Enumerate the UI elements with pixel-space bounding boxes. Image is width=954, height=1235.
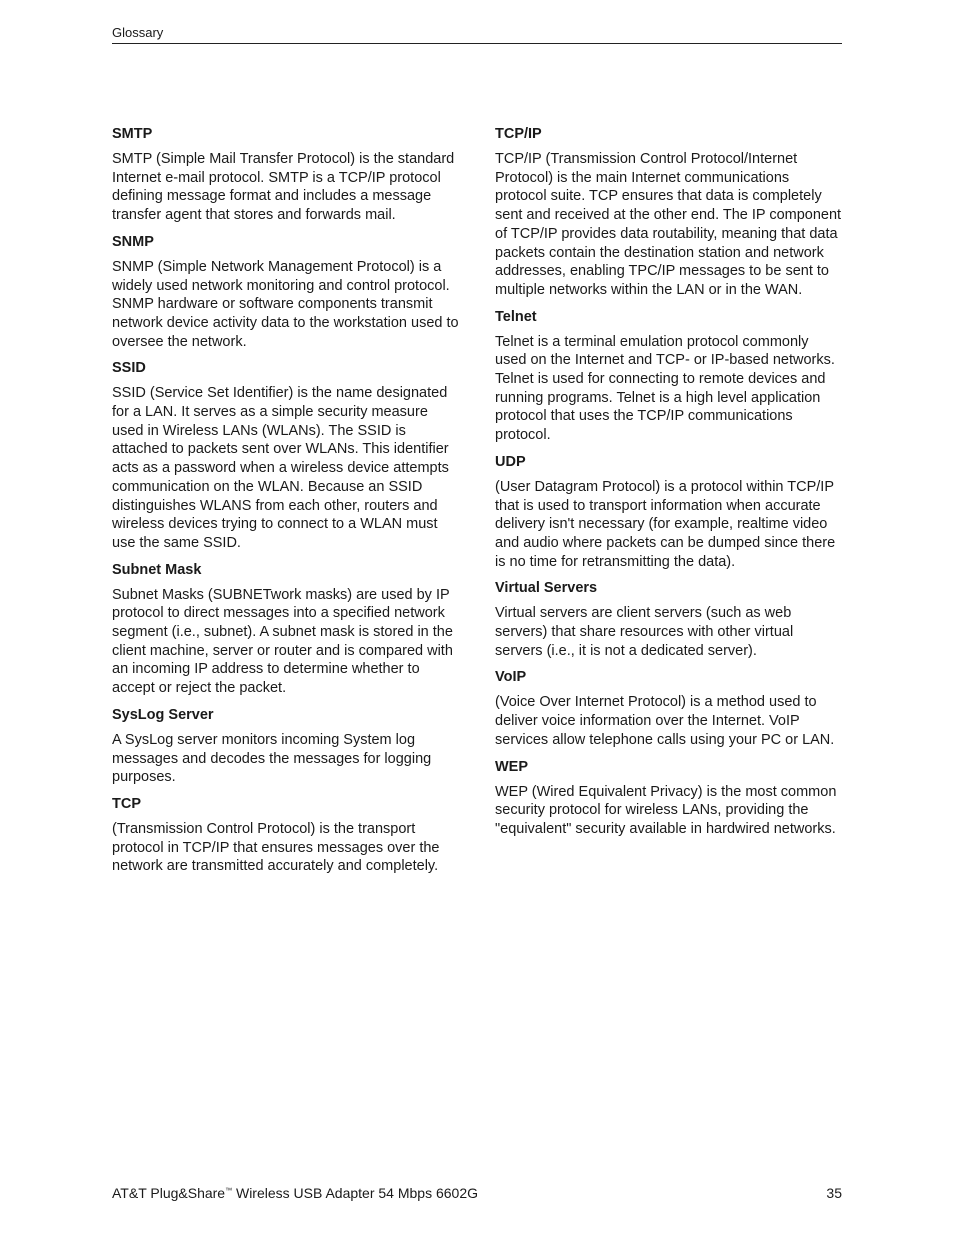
glossary-definition: (Voice Over Internet Protocol) is a method used to deliver voice information over the Internet. VoIP services allow telephone calls using your PC or LAN.	[495, 694, 835, 748]
page-footer	[112, 1183, 842, 1203]
footer-product-name	[112, 1185, 478, 1201]
glossary-term: Virtual Servers	[495, 580, 598, 597]
glossary-column-right	[495, 124, 843, 846]
glossary-entry	[495, 757, 843, 839]
page-number: 35	[826, 1185, 842, 1201]
glossary-entry	[112, 794, 460, 876]
footer-product-suffix: Wireless USB Adapter 54 Mbps 6602G	[232, 1185, 478, 1201]
glossary-definition: SSID (Service Set Identifier) is the name designated for a LAN. It serves as a simple security measure used in Wireless LANs (WLANs). The SSID is attached to packets sent over WLANs. This identifier acts as a password when a wireless device attempts communication on the WLAN. Because an SSID distinguishes WLANS from each other, routers and wireless devices trying to connect to a WLAN must use the same SSID.	[112, 385, 449, 551]
glossary-term: WEP	[495, 758, 529, 775]
glossary-entry	[112, 705, 460, 787]
glossary-definition: Virtual servers are client servers (such as web servers) that share resources with other virtual servers (i.e., it is not a dedicated server).	[495, 605, 794, 659]
header-title: Glossary	[112, 25, 164, 40]
glossary-entry	[112, 358, 460, 552]
glossary-definition: (User Datagram Protocol) is a protocol within TCP/IP that is used to transport information when accurate delivery isn't necessary (for example, realtime video and audio where packets can be dumped since there is no time for retransmitting the data).	[495, 478, 836, 570]
glossary-term: VoIP	[495, 669, 527, 686]
glossary-definition: SNMP (Simple Network Management Protocol) is a widely used network monitoring and control protocol. SNMP hardware or software components transmit network device activity data to the workstation used to oversee the network.	[112, 258, 459, 350]
glossary-definition: SMTP (Simple Mail Transfer Protocol) is the standard Internet e-mail protocol. SMTP is a TCP/IP protocol defining message format and includes a message transfer agent that stores and forwards mail.	[112, 151, 455, 224]
glossary-definition: Subnet Masks (SUBNETwork masks) are used by IP protocol to direct messages into a specified network segment (i.e., subnet). A subnet mask is stored in the client machine, server or router and is compared with an incoming IP address to determine whether to accept or reject the packet.	[112, 586, 453, 697]
glossary-entry	[112, 124, 460, 225]
running-header	[112, 24, 842, 44]
glossary-definition: A SysLog server monitors incoming System log messages and decodes the messages for logging purposes.	[112, 731, 432, 786]
glossary-definition: WEP (Wired Equivalent Privacy) is the most common security protocol for wireless LANs, providing the "equivalent" security available in hardwired networks.	[495, 783, 837, 837]
glossary-entry	[112, 560, 460, 698]
glossary-definition: TCP/IP (Transmission Control Protocol/Internet Protocol) is the main Internet communications protocol suite. TCP ensures that data is completely sent and received at the other end. The IP component of TCP/IP provides data routability, meaning that data packets contain the destination station and network addresses, enabling TPC/IP messages to be sent to multiple networks within the LAN or in the WAN.	[495, 151, 842, 298]
glossary-term: Subnet Mask	[112, 561, 202, 578]
footer-product-prefix: AT&T Plug&Share	[112, 1185, 226, 1201]
glossary-term: TCP/IP	[495, 126, 542, 142]
glossary-entry	[112, 232, 460, 352]
glossary-entry	[495, 667, 843, 749]
trademark-symbol: ™	[225, 1187, 233, 1195]
glossary-term: SNMP	[112, 233, 154, 250]
glossary-term: SysLog Server	[112, 706, 214, 723]
glossary-entry	[495, 578, 843, 660]
glossary-term: TCP	[112, 795, 141, 812]
glossary-column-left	[112, 124, 460, 883]
glossary-entry	[495, 307, 843, 445]
glossary-term: SMTP	[112, 126, 153, 142]
glossary-term: UDP	[495, 453, 526, 470]
glossary-definition: (Transmission Control Protocol) is the transport protocol in TCP/IP that ensures messages over the network are transmitted accurately and completely.	[112, 820, 440, 875]
glossary-term: SSID	[112, 360, 146, 377]
glossary-entry	[495, 124, 843, 300]
glossary-entry	[495, 452, 843, 572]
glossary-term: Telnet	[495, 308, 537, 325]
glossary-definition: Telnet is a terminal emulation protocol commonly used on the Internet and TCP- or IP-based networks. Telnet is used for connecting to remote devices and running programs. Telnet is a high level application protocol that uses the TCP/IP communications protocol.	[495, 333, 835, 444]
